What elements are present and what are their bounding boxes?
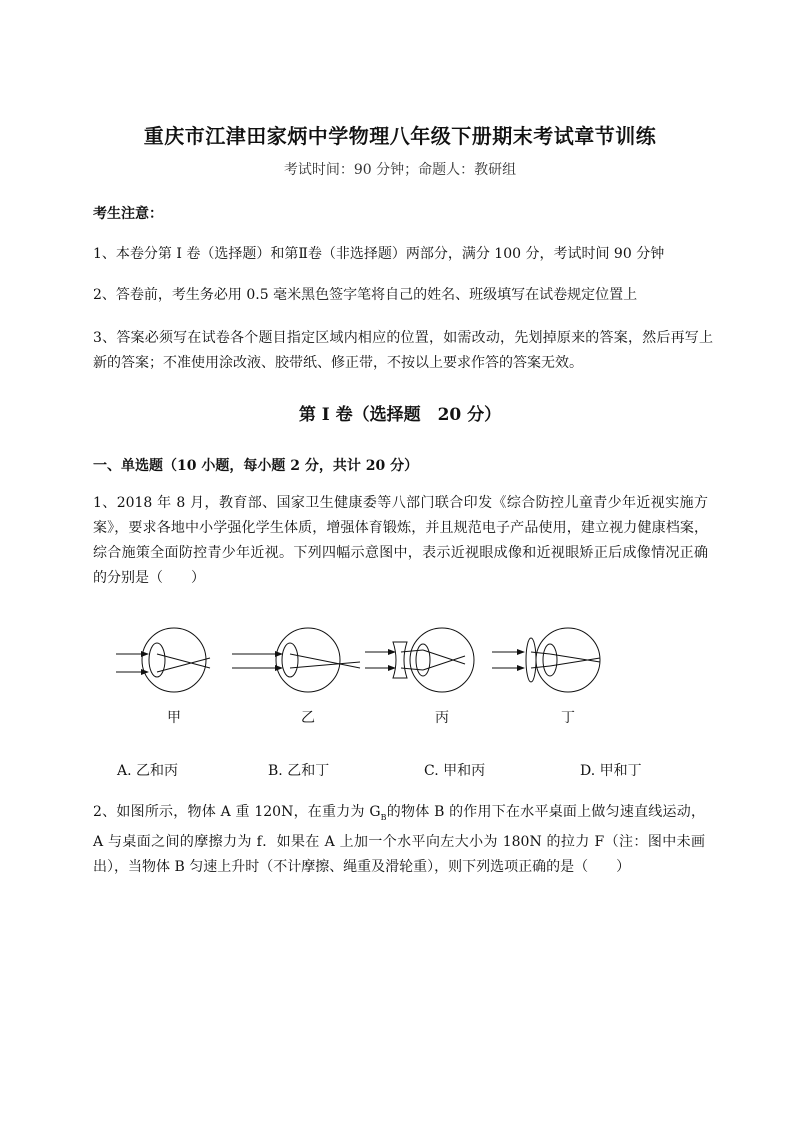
question-2-text xyxy=(93,800,705,880)
option-a[interactable]: A. 乙和丙 xyxy=(117,763,179,779)
figure-label-jia: 甲 xyxy=(167,710,181,726)
exam-subtitle: 考试时间：90 分钟；命题人：教研组 xyxy=(283,162,517,178)
eye-diagram-bing xyxy=(365,628,474,692)
option-d[interactable]: D. 甲和丁 xyxy=(580,763,642,779)
option-c[interactable]: C. 甲和丙 xyxy=(424,763,486,779)
figure-label-ding: 丁 xyxy=(561,710,575,726)
question-2-text-part2: 的物体 B 的作用下在水平桌面上做匀速直线运动，A 与桌面之间的摩擦力为 f．如果在 A 上加一个水平向左大小为 180N 的拉力 F（注：图中未画出），当物体 B 匀速上升时（不计摩擦、绳重及滑轮重），则下列选项正确的是（ ） xyxy=(93,804,706,875)
eye-diagram-ding xyxy=(492,628,600,692)
eye-diagram-jia xyxy=(116,628,210,692)
part-heading: 一、单选题（10 小题，每小题 2 分，共计 20 分） xyxy=(93,458,419,474)
section-title: 第 I 卷（选择题 20 分） xyxy=(298,405,502,425)
figure-label-yi: 乙 xyxy=(301,710,315,726)
question-1-text: 1、2018 年 8 月，教育部、国家卫生健康委等八部门联合印发《综合防控儿童青少年近视实施方案》，要求各地中小学强化学生体质，增强体育锻炼，并且规范电子产品使用，建立视力健康档案，综合施策全面防控青少年近视。下列四幅示意图中，表示近视眼成像和近视眼矫正后成像情况正确的分别是（ ） xyxy=(93,495,708,586)
notice-item-2: 2、答卷前，考生务必用 0.5 毫米黑色签字笔将自己的姓名、班级填写在试卷规定位置上 xyxy=(93,287,638,303)
notice-heading: 考生注意： xyxy=(93,206,163,222)
eye-diagram-yi xyxy=(232,628,360,692)
question-2-subscript: B xyxy=(380,812,387,822)
question-2-text-part1: 2、如图所示，物体 A 重 120N，在重力为 G xyxy=(93,804,381,820)
exam-title: 重庆市江津田家炳中学物理八年级下册期末考试章节训练 xyxy=(143,124,657,148)
figure-label-bing: 丙 xyxy=(435,710,449,726)
notice-item-1: 1、本卷分第 I 卷（选择题）和第Ⅱ卷（非选择题）两部分，满分 100 分，考试时间 90 分钟 xyxy=(93,246,665,262)
notice-item-3: 3、答案必须写在试卷各个题目指定区域内相应的位置，如需改动，先划掉原来的答案，然后再写上新的答案；不准使用涂改液、胶带纸、修正带，不按以上要求作答的答案无效。 xyxy=(93,330,713,371)
eye-diagrams-figure xyxy=(110,620,610,720)
option-b[interactable]: B. 乙和丁 xyxy=(268,763,330,779)
